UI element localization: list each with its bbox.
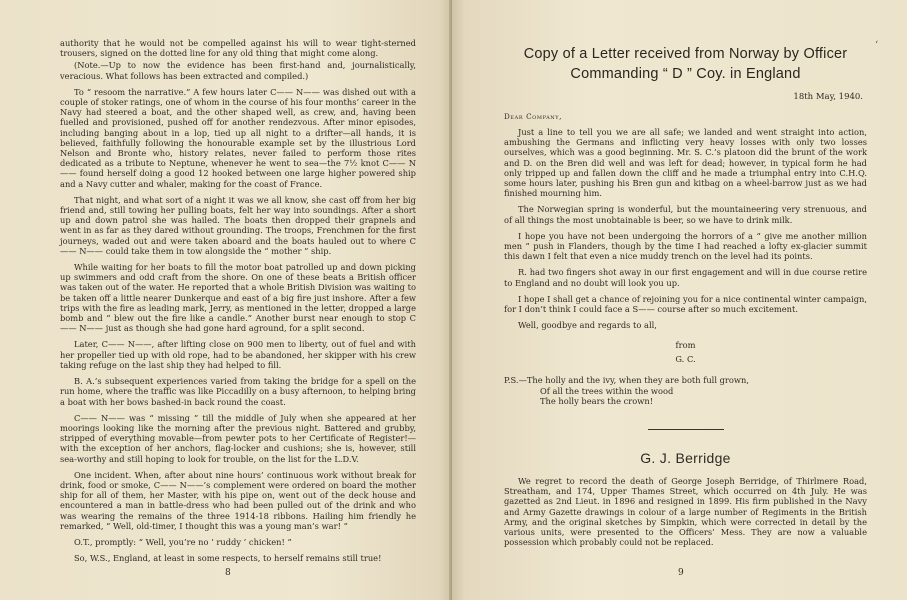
left-paragraph-11: So, W.S., England, at least in some respects, to herself remains still true! bbox=[74, 553, 382, 564]
letter-date: 18th May, 1940. bbox=[793, 92, 863, 102]
letter-closing: Well, goodbye and regards to all, bbox=[518, 320, 657, 331]
postscript-line-3: The holly bears the crown! bbox=[540, 396, 654, 407]
letter-from: from bbox=[675, 340, 696, 351]
left-paragraph-1: authority that he would not be compelled against his will to wear tight-sterned trousers, signed on the dotted line for any old thing that might come along. bbox=[60, 38, 416, 59]
page-number-right: 9 bbox=[678, 568, 684, 578]
page-number-left: 8 bbox=[225, 568, 231, 578]
postscript-line-2: Of all the trees within the wood bbox=[540, 385, 674, 396]
left-paragraph-2: (Note.—Up to now the evidence has been first-hand and, journalistically, veracious. What follows has been extracted and compiled.) bbox=[60, 60, 416, 81]
left-paragraph-3: To “ resoom the narrative.” A few hours later C—— N—— was dished out with a couple of stoker ratings, one of whom in the course of his four months’ career in the Navy had steered a boat, and the other shaped well, as crew, and, having been fuelled and provisioned, pushed off for another rendezvous. After minor episodes, including banging about in a lop, tied up all night to a drifter—all hands, it is believed, faithfully following the honourable example set by the illustrious Lord Nelson and Bronte who, history relates, never failed to perform those rites dedicated as a tribute to Neptune, whenever he went to sea—the 7½ knot C—— N—— found herself doing a good 12 hooked between one large higher powered ship and a Navy cutter and whaler, making for the coast of France. bbox=[60, 86, 416, 189]
letter-salutation: Dear Company, bbox=[504, 112, 563, 121]
letter-paragraph-1: Just a line to tell you we are all safe; we landed and went straight into action, ambushing the Germans and inflicting very heavy losses with only two losses ourselves, which was a good beginning. Mr. S. C.’s platoon did the brunt of the work and D. on the Bren did well and was left for dead; however, in typical form he had only tripped up and fallen down the cliff and he made a triumphal entry into C.H.Q. some hours later, pushing his Bren gun and kitbag on a wheel-barrow just as we had finished mourning him. bbox=[504, 127, 867, 199]
letter-title: Copy of a Letter received from Norway by Officer Commanding “ D ” Coy. in England bbox=[523, 46, 848, 82]
letter-signature: G. C. bbox=[675, 354, 696, 365]
letter-paragraph-3: I hope you have not been undergoing the horrors of a “ give me another million men ” push in Flanders, though by the time I had reached a lofty ex-glacier summit this dawn I felt that even a nice muddy trench on the level had its points. bbox=[504, 230, 867, 262]
left-paragraph-5: While waiting for her boats to fill the motor boat patrolled up and down picking up swimmers and odd craft from the shore. On one of these beats a British officer was taken out of the water. He reported that a whole British Division was waiting to be taken off a little nearer Dunkerque and east of a big fire just inshore. After a few trips with the fire as leading mark, Jerry, as mentioned in the letter, dropped a large bomb and “ blew out the fire like a candle.” Another burst near enough to stop C—— N—— just as though she had gone hard aground, for a split second. bbox=[60, 262, 416, 334]
left-paragraph-7: B. A.’s subsequent experiences varied from taking the bridge for a spell on the run home, where the traffic was like Piccadilly on a busy afternoon, to helping bring a boat with her bows bashed-in back round the coast. bbox=[60, 376, 416, 407]
section-divider bbox=[648, 429, 724, 430]
left-paragraph-6: Later, C—— N——, after lifting close on 900 men to liberty, out of fuel and with her propeller tied up with old rope, had to be abandoned, her skipper with his crew taking refuge on the last ship they had helped to fill. bbox=[60, 339, 416, 370]
left-page bbox=[0, 0, 452, 600]
letter-paragraph-5: I hope I shall get a chance of rejoining you for a nice continental winter campaign, for I don’t think I could face a S—— course after so much excitement. bbox=[504, 293, 867, 315]
pencil-mark-icon: ‘ bbox=[875, 40, 879, 51]
letter-paragraph-2: The Norwegian spring is wonderful, but the mountaineering very strenuous, and of all things the most unobtainable is beer, so we have to drink milk. bbox=[504, 204, 867, 225]
right-page bbox=[452, 0, 907, 600]
obituary-paragraph: We regret to record the death of George Joseph Berridge, of Thirlmere Road, Streatham, and 174, Upper Thames Street, which occurred on 4th July. He was gazetted as 2nd Lieut. in 1896 and resigned in 1899. His firm published in the Navy and Army Gazette drawings in colour of a large number of Regiments in the British Army, and the original sketches by Simpkin, which were corrected in detail by the various units, were presented to the Officers’ Mess. They are now a valuable possession which probably could not be replaced. bbox=[504, 475, 867, 548]
letter-paragraph-4: R. had two fingers shot away in our first engagement and will in due course retire to England and no doubt will look you up. bbox=[504, 267, 867, 288]
obituary-title: G. J. Berridge bbox=[640, 449, 731, 466]
postscript-line-1: P.S.—The holly and the ivy, when they are both full grown, bbox=[504, 375, 749, 386]
left-paragraph-4: That night, and what sort of a night it was we all know, she cast off from her big friend and, still towing her pulling boats, felt her way into soundings. After a short up and down patrol she was hailed. The boats then dropped their grapnels and went in as far as they dared without grounding. The troops, Frenchmen for the first journeys, waded out and were taken aboard and the boats hauled out to where C—— N—— could take them in tow alongside the “ mother ” ship. bbox=[60, 194, 416, 256]
left-paragraph-9: One incident. When, after about nine hours’ continuous work without break for drink, food or smoke, C—— N——’s complement were ordered on board the mother ship for all of them, her Master, with his pipe on, went out of the deck house and encountered a man in battle-dress who had been pulled out of the drink and who was wearing the remains of the three 1914-18 ribbons. Hailing him friendly he remarked, “ Well, old-timer, I thought this was a young man’s war! ” bbox=[60, 469, 416, 531]
left-paragraph-10: O.T., promptly: “ Well, you’re no ‘ ruddy ’ chicken! ” bbox=[74, 536, 292, 547]
left-paragraph-8: C—— N—— was “ missing ” till the middle of July when she appeared at her moorings looking like the morning after the previous night. Battered and grubby, stripped of everything movable—from pewter pots to her Certificate of Register!—with the exception of her anchors, flag-locker and cushions; she is, however, still sea-worthy and still hoping to look for trouble, on the list for the L.D.V. bbox=[60, 412, 416, 464]
postscript bbox=[504, 375, 867, 407]
